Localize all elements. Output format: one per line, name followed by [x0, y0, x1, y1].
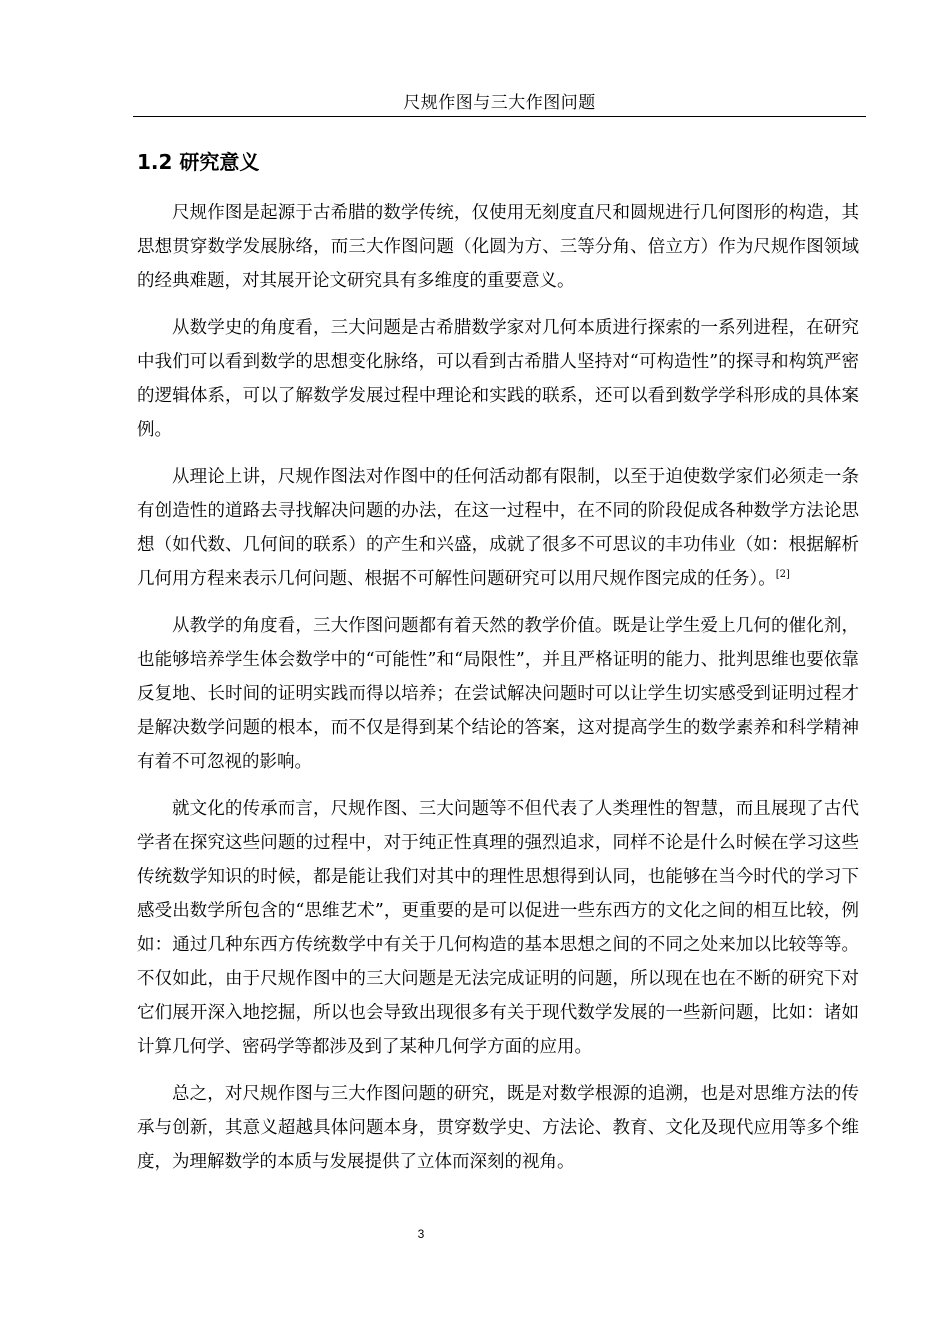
paragraph-text: 从数学史的角度看，三大问题是古希腊数学家对几何本质进行探索的一系列进程，在研究中我们可以看到数学的思想变化脉络，可以看到古希腊人坚持对“可构造性”的探寻和构筑严密的逻辑体系，可以了解数学发展过程中理论和实践的联系，还可以看到数学学科形成的具体案例。	[137, 318, 859, 440]
paragraph	[137, 609, 859, 779]
running-header: 尺规作图与三大作图问题	[403, 93, 596, 113]
citation-reference: [2]	[775, 569, 790, 581]
paragraph	[137, 460, 859, 596]
paragraph-text: 就文化的传承而言，尺规作图、三大问题等不但代表了人类理性的智慧，而且展现了古代学者在探究这些问题的过程中，对于纯正性真理的强烈追求，同样不论是什么时候在学习这些传统数学知识的时候，都是能让我们对其中的理性思想得到认同，也能够在当今时代的学习下感受出数学所包含的“思维艺术”，更重要的是可以促进一些东西方的文化之间的相互比较，例如：通过几种东西方传统数学中有关于几何构造的基本思想之间的不同之处来加以比较等等。不仅如此，由于尺规作图中的三大问题是无法完成证明的问题，所以现在也在不断的研究下对它们展开深入地挖掘，所以也会导致出现很多有关于现代数学发展的一些新问题，比如：诸如计算几何学、密码学等都涉及到了某种几何学方面的应用。	[137, 799, 859, 1057]
paragraph	[137, 792, 859, 1064]
paragraph-text: 从理论上讲，尺规作图法对作图中的任何活动都有限制，以至于迫使数学家们必须走一条有创造性的道路去寻找解决问题的办法，在这一过程中，在不同的阶段促成各种数学方法论思想（如代数、几何间的联系）的产生和兴盛，成就了很多不可思议的丰功伟业（如：根据解析几何用方程来表示几何问题、根据不可解性问题研究可以用尺规作图完成的任务）。	[137, 467, 859, 589]
paragraph-text: 尺规作图是起源于古希腊的数学传统，仅使用无刻度直尺和圆规进行几何图形的构造，其思想贯穿数学发展脉络，而三大作图问题（化圆为方、三等分角、倍立方）作为尺规作图领域的经典难题，对其展开论文研究具有多维度的重要意义。	[137, 203, 859, 291]
paragraph	[137, 1077, 859, 1179]
section-heading: 1.2 研究意义	[137, 150, 260, 174]
body-text	[137, 196, 859, 1192]
paragraph-text: 总之，对尺规作图与三大作图问题的研究，既是对数学根源的追溯，也是对思维方法的传承与创新，其意义超越具体问题本身，贯穿数学史、方法论、教育、文化及现代应用等多个维度，为理解数学的本质与发展提供了立体而深刻的视角。	[137, 1084, 859, 1172]
header-rule	[133, 116, 866, 117]
paragraph-text: 从教学的角度看，三大作图问题都有着天然的教学价值。既是让学生爱上几何的催化剂，也能够培养学生体会数学中的“可能性”和“局限性”，并且严格证明的能力、批判思维也要依靠反复地、长时间的证明实践而得以培养；在尝试解决问题时可以让学生切实感受到证明过程才是解决数学问题的根本，而不仅是得到某个结论的答案，这对提高学生的数学素养和科学精神有着不可忽视的影响。	[137, 616, 859, 772]
page-number: 3	[417, 1227, 425, 1241]
paragraph	[137, 311, 859, 447]
paragraph	[137, 196, 859, 298]
